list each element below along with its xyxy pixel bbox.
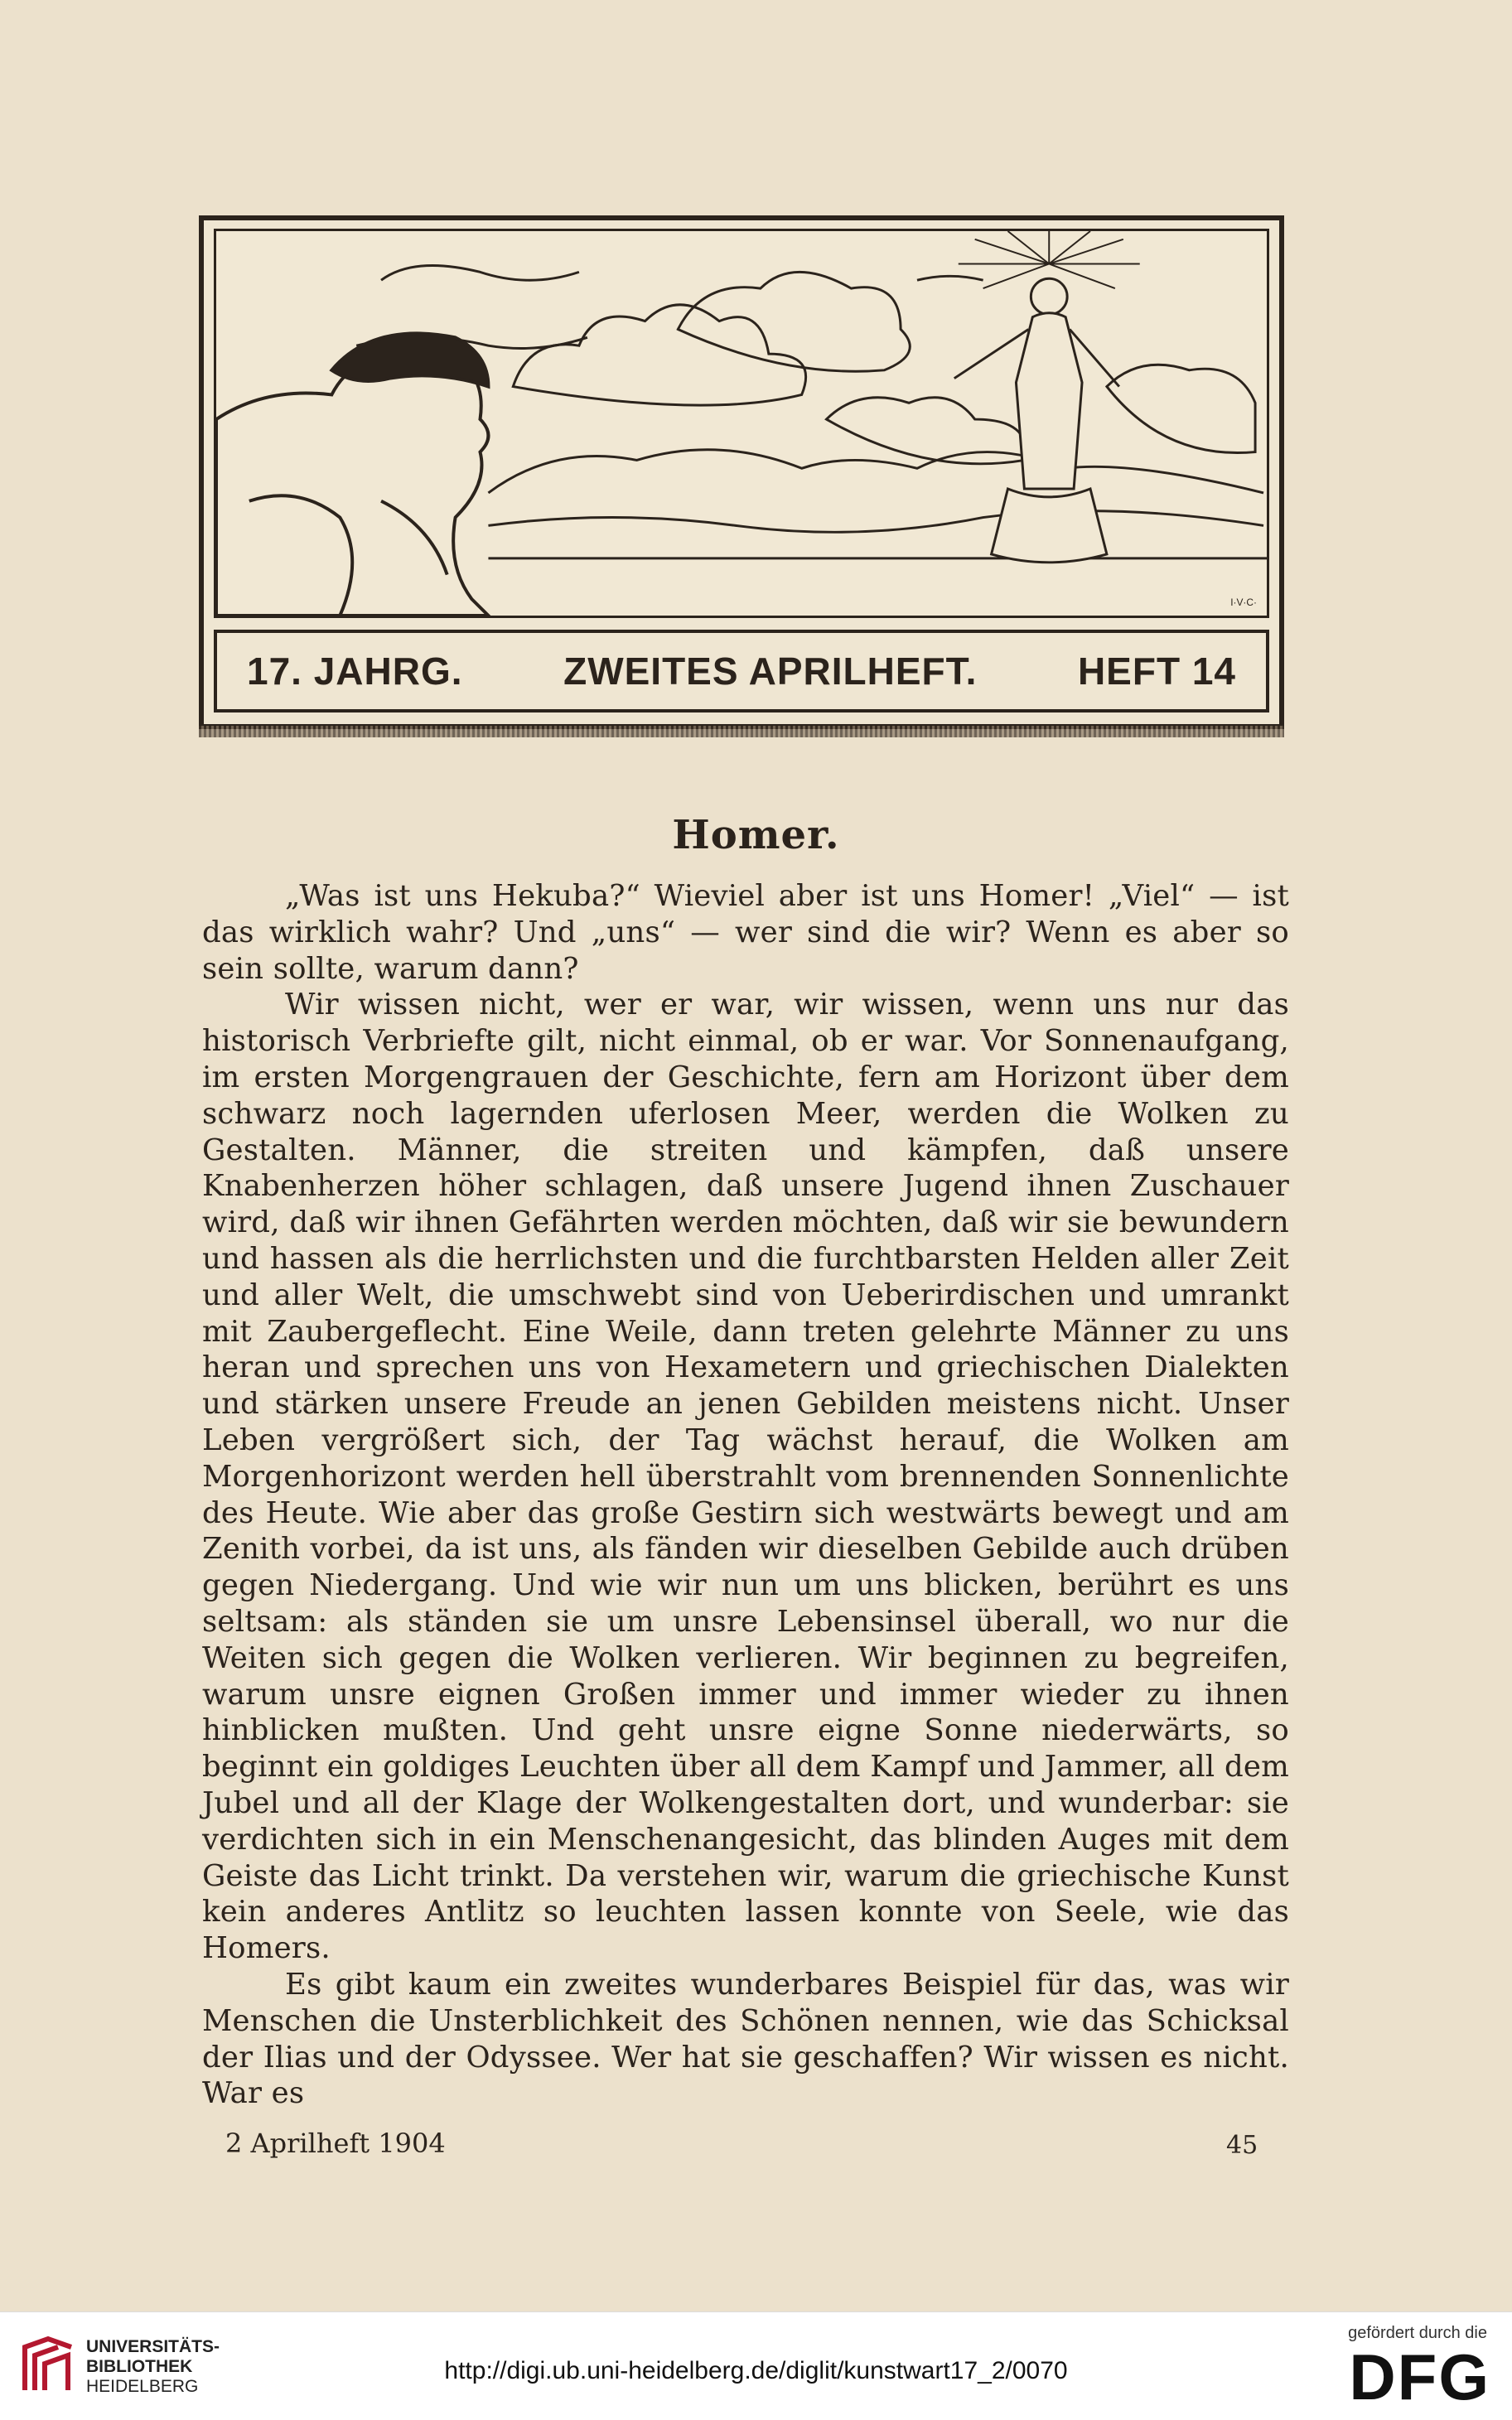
issue-number: HEFT 14 xyxy=(1077,650,1236,693)
digital-library-bar xyxy=(0,2311,1512,2420)
article-body xyxy=(202,878,1289,2112)
paragraph: Wir wissen nicht, wer er war, wir wissen, wenn uns nur das historisch Verbriefte gilt, nicht einmal, ob er war. Vor Sonnenaufgang, im ersten Morgengrauen der Geschichte, fern am Horizont über dem schwarz noch lagernden uferlosen Meer, werden die Wolken zu Gestalten. Männer, die streiten und kämpfen, daß unsere Knabenherzen höher schlagen, daß unsere Jugend ihnen Zuschauer wird, daß wir ihnen Gefährten werden möchten, daß wir sie bewundern und hassen als die herrlichsten und die furchtbarsten Helden aller Zeit und aller Welt, die umschwebt sind von Ueberirdischen und umrankt mit Zaubergeflecht. Eine Weile, dann treten gelehrte Männer zu uns heran und sprechen uns von Hexametern und griechischen Dialekten und stärken unsere Freude an jenen Gebilden meistens nicht. Unser Leben vergrößert sich, der Tag wächst herauf, die Wolken am Morgenhorizont werden hell überstrahlt vom brennenden Sonnenlichte des Heute. Wie aber das große Gestirn sich westwärts bewegt und am Zenith vorbei, da ist uns, als fänden wir dieselben Gebilde auch drüben gegen Niedergang. Und wie wir nun um uns blicken, berührt es uns seltsam: als ständen sie um unsre Lebensinsel überall, wo nur die Weiten sich gegen die Wolken verlieren. Wir beginnen zu begreifen, warum unsre eignen Großen immer und immer wieder zu ihnen hinblicken mußten. Und geht unsre eigne Sonne niederwärts, so beginnt ein goldiges Leuchten über all dem Kampf und Jammer, all dem Jubel und all der Klage der Wolkengestalten dort, und wunderbar: sie verdichten sich in ein Menschenangesicht, das blinden Auges mit dem Geiste das Licht trinkt. Da verstehen wir, warum die griechische Kunst kein anderes Antlitz so leuchten lassen konnte von Seele, wie das Homers. xyxy=(202,988,1289,1966)
issue-banner xyxy=(214,630,1269,712)
paragraph: „Was ist uns Hekuba?“ Wieviel aber ist uns Homer! „Viel“ — ist das wirklich wahr? Und „uns“ — wer sind die wir? Wenn es aber so sein sollte, warum dann? xyxy=(202,879,1289,986)
dfg-logo[interactable]: DFG xyxy=(1349,2340,1490,2413)
masthead xyxy=(199,215,1284,729)
paragraph: Es gibt kaum ein zweites wunderbares Beispiel für das, was wir Menschen die Unsterblichkeit des Schönen nennen, wie das Schicksal der Ilias und der Odyssee. Wer hat sie geschaffen? Wir wissen es nicht. War es xyxy=(202,1967,1289,2111)
homer-vision-illustration xyxy=(216,231,1267,616)
masthead-shadow xyxy=(199,726,1284,737)
volume-label: 17. JAHRG. xyxy=(247,650,463,693)
funding-text: gefördert durch die xyxy=(1348,2324,1487,2342)
issue-title: ZWEITES APRILHEFT. xyxy=(563,650,978,693)
issue-footer: 2 Aprilheft 1904 xyxy=(225,2128,446,2159)
permalink-url[interactable]: http://digi.ub.uni-heidelberg.de/diglit/kunstwart17_2/0070 xyxy=(444,2357,1068,2384)
artist-monogram: I·V·C· xyxy=(1230,597,1258,609)
masthead-illustration xyxy=(214,229,1269,618)
article-title: Homer. xyxy=(672,812,840,858)
library-name-line: UNIVERSITÄTS- xyxy=(86,2337,220,2356)
page-number: 45 xyxy=(1226,2131,1258,2160)
library-name-line: HEIDELBERG xyxy=(86,2377,199,2396)
library-name-line: BIBLIOTHEK xyxy=(86,2357,193,2376)
